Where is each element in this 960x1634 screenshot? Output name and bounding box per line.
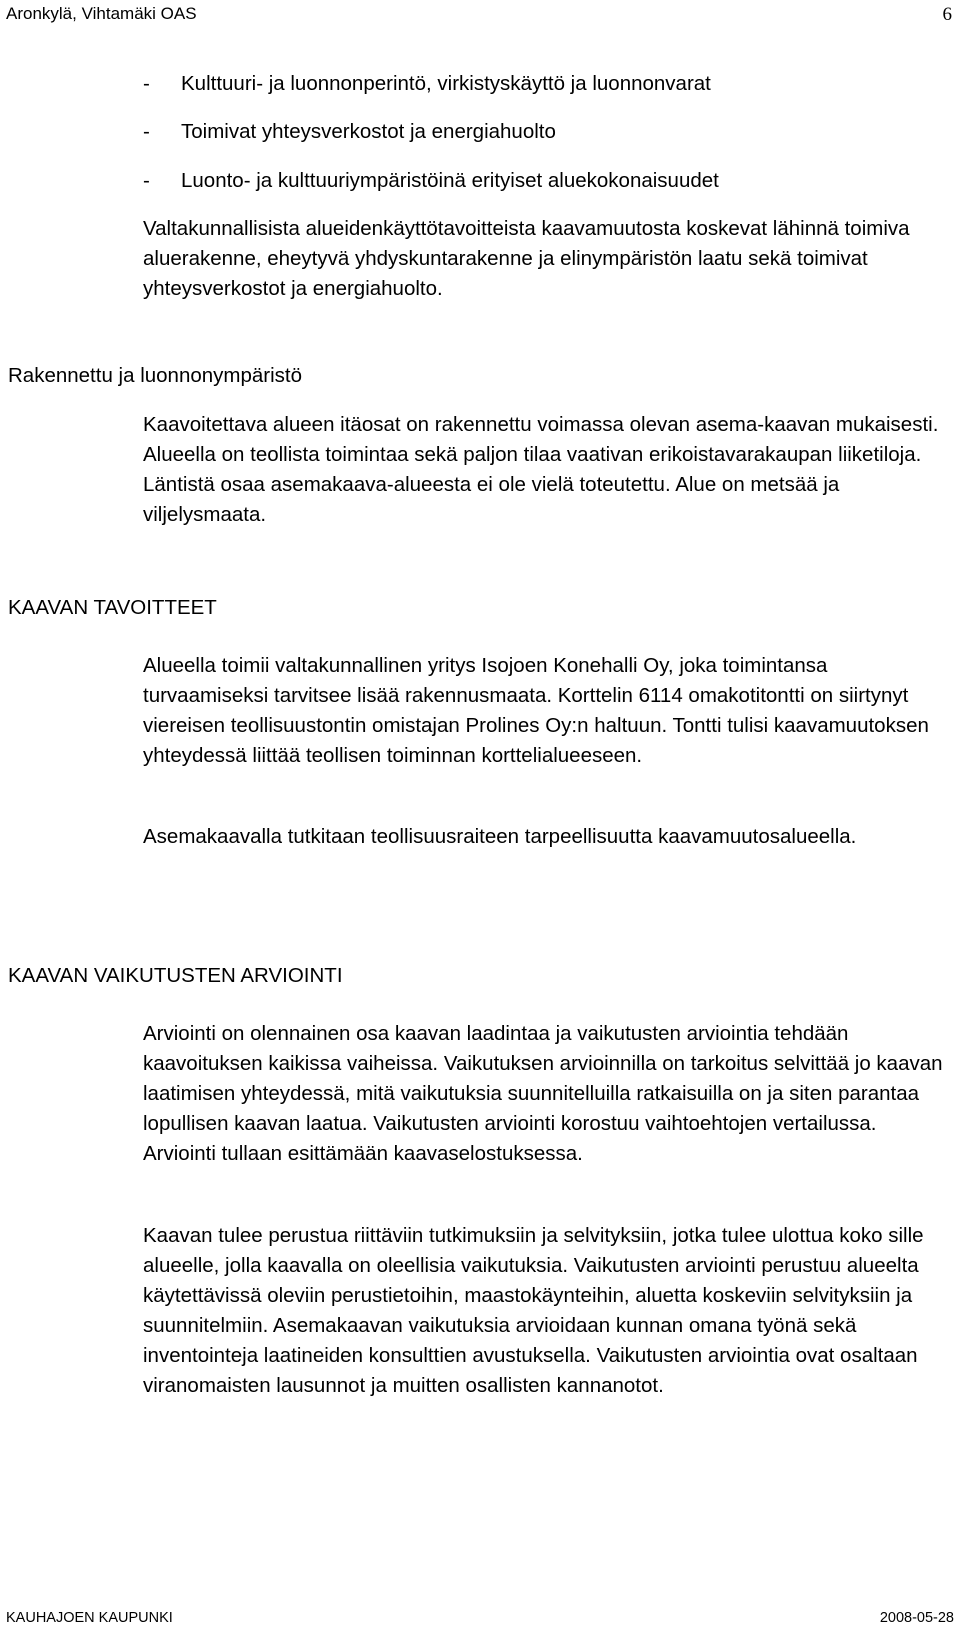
assessment-paragraph: Kaavan tulee perustua riittäviin tutkimuksiin ja selvityksiin, jotka tulee ulottua koko sille alueelle, jolla kaavalla on oleellisia vaikutuksia. Vaikutusten arviointi perustuu alueelta käytettävissä oleviin perustietoihin, maastokäynteihin, aluetta koskeviin selvityksiin ja suunnitelmiin. Asemakaavan vaikutuksia arvioidaan kunnan omana työnä sekä inventointeja laatineiden konsulttien avustuksella. Vaikutusten arviointia ovat osaltaan viranomaisten lausunnot ja muitten osallisten kannanotot. [143,1224,924,1397]
goals-paragraph: Asemakaavalla tutkitaan teollisuusraiteen tarpeellisuutta kaavamuutosalueella. [143,825,857,848]
bullet-text: Luonto- ja kulttuuriympäristöinä erityiset aluekokonaisuudet [181,169,719,192]
bullet-marker: - [143,120,150,143]
bullet-text: Kulttuuri- ja luonnonperintö, virkistyskäyttö ja luonnonvarat [181,72,711,95]
section-heading-assessment: KAAVAN VAIKUTUSTEN ARVIOINTI [8,964,343,987]
section-heading-environment: Rakennettu ja luonnonympäristö [8,364,303,387]
bullet-text: Toimivat yhteysverkostot ja energiahuolto [181,120,556,143]
land-use-goals-paragraph: Valtakunnallisista alueidenkäyttötavoitteista kaavamuutosta koskevat lähinnä toimiva aluerakenne, eheytyvä yhdyskuntarakenne ja elinympäristön laatu sekä toimivat yhteysverkostot ja energiahuolto. [143,217,910,300]
section-heading-goals: KAAVAN TAVOITTEET [8,596,217,619]
bullet-marker: - [143,72,150,95]
footer-organization: KAUHAJOEN KAUPUNKI [6,1610,173,1626]
environment-paragraph: Kaavoitettava alueen itäosat on rakennettu voimassa olevan asema-kaavan mukaisesti. Alueella on teollista toimintaa sekä paljon tilaa vaativan erikoistavarakaupan liiketiloja. Läntistä osaa asemakaava-alueesta ei ole vielä toteutettu. Alue on metsää ja viljelysmaata. [143,413,939,526]
bullet-item [143,69,711,99]
footer-date: 2008-05-28 [879,1610,954,1626]
bullet-item [143,166,719,196]
page-number: 6 [942,4,952,25]
bullet-item [143,117,556,147]
goals-paragraph: Alueella toimii valtakunnallinen yritys Isojoen Konehalli Oy, joka toimintansa turvaamiseksi tarvitsee lisää rakennusmaata. Korttelin 6114 omakotitontti on siirtynyt viereisen teollisuustontin omistajan Prolines Oy:n haltuun. Tontti tulisi kaavamuutoksen yhteydessä liittää teollisen toiminnan korttelialueeseen. [143,654,929,767]
assessment-paragraph: Arviointi on olennainen osa kaavan laadintaa ja vaikutusten arviointia tehdään kaavoituksen kaikissa vaiheissa. Vaikutuksen arvioinnilla on tarkoitus selvittää jo kaavan laatimisen yhteydessä, mitä vaikutuksia suunnitelluilla ratkaisuilla on ja siten parantaa lopullisen kaavan laatua. Vaikutusten arviointi korostuu vaihtoehtojen vertailussa. Arviointi tullaan esittämään kaavaselostuksessa. [143,1022,943,1165]
header-document-title: Aronkylä, Vihtamäki OAS [6,4,197,23]
bullet-marker: - [143,169,150,192]
